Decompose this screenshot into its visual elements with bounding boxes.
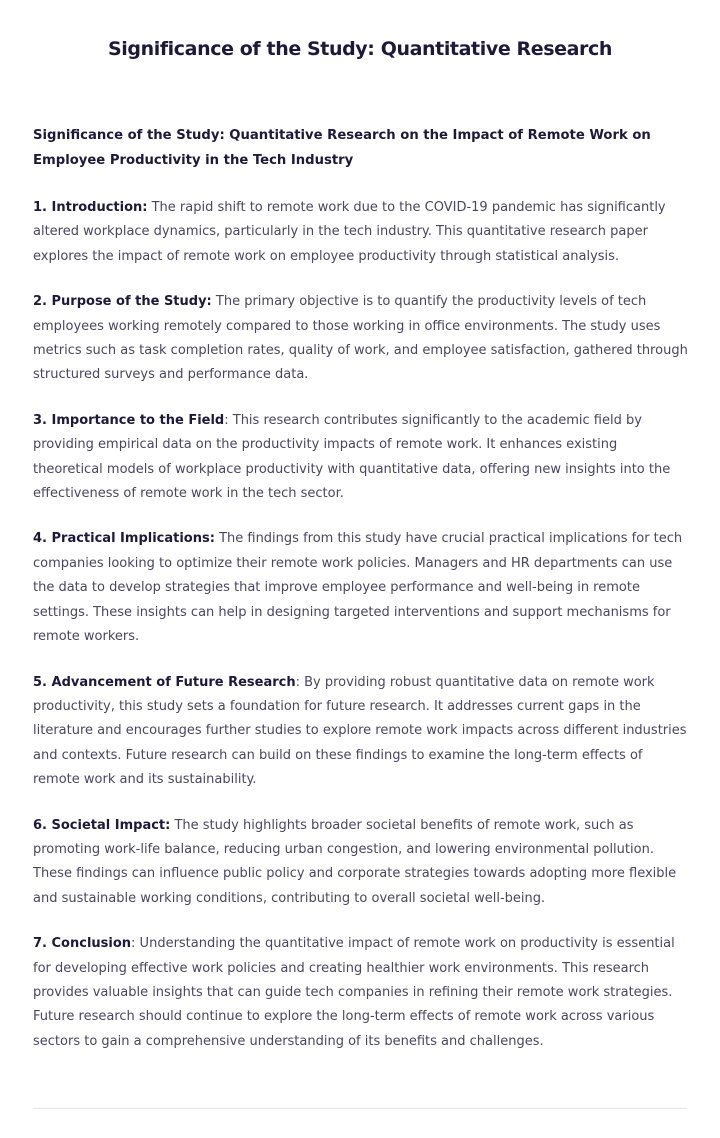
section-conclusion	[33, 932, 689, 1054]
section-text: The study highlights broader societal benefits of remote work, such as promoting work-life balance, reducing urban congestion, and lowering environmental pollution. These findings can influence public policy and corporate strategies towards adopting more flexible and sustainable working conditions, contributing to overall societal well-being.	[33, 817, 677, 906]
section-label: 7. Conclusion	[33, 936, 132, 952]
section-label: 4. Practical Implications:	[33, 531, 215, 547]
section-label: 2. Purpose of the Study:	[33, 294, 212, 310]
section-text: The rapid shift to remote work due to the COVID-19 pandemic has significantly altered workplace dynamics, particularly in the tech industry. This quantitative research paper explores the impact of remote work on employee productivity through statistical analysis.	[33, 200, 666, 264]
section-label: 3. Importance to the Field	[33, 412, 225, 428]
section-future-research	[33, 671, 689, 793]
section-label: 6. Societal Impact:	[33, 817, 171, 833]
section-label: 1. Introduction:	[33, 200, 148, 215]
section-text: : By providing robust quantitative data on remote work productivity, this study sets a foundation for future research. It addresses current gaps in the literature and encourages further studies to explore remote work impacts across different industries and contexts. Future research can build on these findings to examine the long-term effects of remote work and its sustainability.	[33, 674, 687, 788]
section-label: 5. Advancement of Future Research	[33, 674, 296, 690]
section-introduction	[33, 196, 689, 269]
page-title: Significance of the Study: Quantitative Research	[107, 38, 613, 60]
section-text: : This research contributes significantly to the academic field by providing empirical data on the productivity impacts of remote work. It enhances existing theoretical models of workplace productivity with quantitative data, offering new insights into the effectiveness of remote work in the tech sector.	[33, 412, 671, 502]
section-importance	[33, 409, 689, 507]
document-body	[33, 124, 689, 1075]
section-purpose	[33, 290, 689, 388]
section-text: : Understanding the quantitative impact of remote work on productivity is essential for developing effective work policies and creating healthier work environments. This research provides valuable insights that can guide tech companies in refining their remote work strategies. Future research should continue to explore the long-term effects of remote work across various sectors to gain a comprehensive understanding of its benefits and challenges.	[33, 936, 675, 1049]
bottom-divider	[33, 1108, 687, 1109]
document-subtitle: Significance of the Study: Quantitative Research on the Impact of Remote Work on Employee Productivity in the Tech Industry	[33, 128, 651, 168]
section-text: The primary objective is to quantify the productivity levels of tech employees working remotely compared to those working in office environments. The study uses metrics such as task completion rates, quality of work, and employee satisfaction, gathered through structured surveys and performance data.	[33, 294, 688, 383]
section-text: The findings from this study have crucial practical implications for tech companies looking to optimize their remote work policies. Managers and HR departments can use the data to develop strategies that improve employee performance and well-being in remote settings. These insights can help in designing targeted interventions and support mechanisms for remote workers.	[33, 531, 683, 645]
section-practical-implications	[33, 527, 689, 649]
section-societal-impact	[33, 814, 689, 912]
